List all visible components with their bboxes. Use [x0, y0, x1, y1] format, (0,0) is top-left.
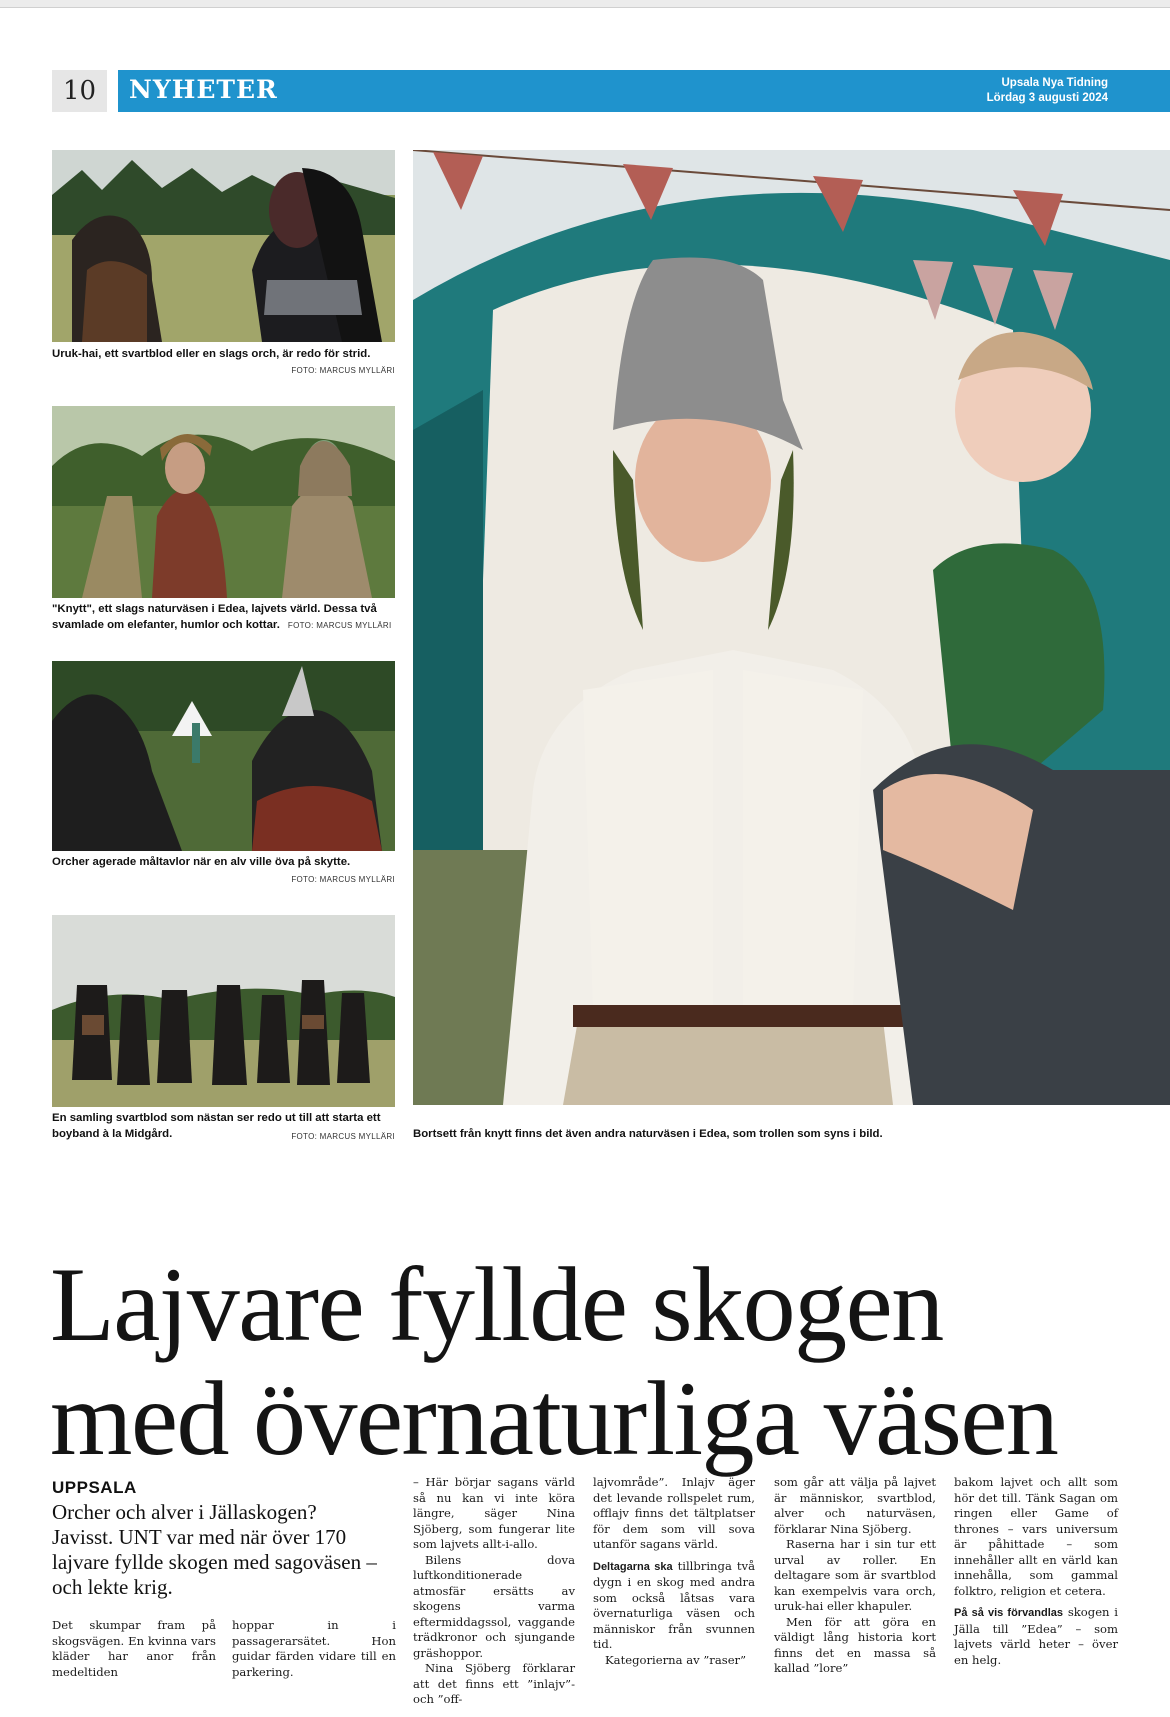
- body-paragraph: Men för att göra en väldigt lång historia kort finns det en massa så kallad ”lore”: [774, 1614, 936, 1675]
- body-column-2: [232, 1618, 396, 1680]
- caption-text: svamlade om elefanter, humlor och kottar.: [52, 619, 280, 631]
- photo-credit: FOTO: MARCUS MYLLÄRI: [287, 621, 392, 630]
- body-text: tillbringa två dygn i en skog med andra som också låtsas vara övernaturliga väsen och människor från svunnen tid.: [593, 1558, 755, 1651]
- photo-caption: [52, 601, 395, 634]
- body-paragraph: Det skumpar fram på skogsvägen. En kvinna vars kläder har anor från medeltiden: [52, 1618, 216, 1679]
- body-text: skogen i Jälla till ”Edea” – som lajvets värld heter – över en helg.: [954, 1605, 1118, 1667]
- paper-name: Upsala Nya Tidning: [1001, 77, 1108, 89]
- body-column-5: [774, 1475, 936, 1677]
- photo-credit: FOTO: MARCUS MYLLÄRI: [291, 1132, 395, 1141]
- issue-date: Lördag 3 augusti 2024: [986, 92, 1108, 104]
- photo-uruk-hai: [52, 150, 395, 342]
- page-number: 10: [52, 70, 107, 112]
- photo-caption: Uruk-hai, ett svartblod eller en slags orch, är redo för strid.: [52, 348, 371, 360]
- section-title: NYHETER: [129, 75, 278, 104]
- lead-in: På så vis förvandlas: [954, 1607, 1064, 1619]
- dateline: UPPSALA: [52, 1478, 137, 1497]
- body-paragraph: bakom lajvet och allt som hör det till. Tänk Sagan om ringen eller Game of thrones – vars universum är påhittade – som innehåller allt en värld kan innehålla, som gammal folktro, religion et cetera.: [954, 1475, 1118, 1598]
- photo-orc-group: [52, 915, 395, 1107]
- lead-in: Deltagarna ska: [593, 1560, 673, 1573]
- body-paragraph: Nina Sjöberg förklarar att det finns ett ”inlajv”- och ”off-: [413, 1661, 575, 1706]
- section-bar: [118, 70, 1170, 112]
- headline-line: med övernaturliga väsen: [50, 1360, 1058, 1477]
- caption-line: [52, 617, 395, 634]
- photo-caption: Bortsett från knytt finns det även andra naturväsen i Edea, som trollen som syns i bild.: [413, 1128, 883, 1140]
- body-paragraph: som går att välja på lajvet är människor, svartblod, alver och naturväsen, förklarar Nina Sjöberg.: [774, 1475, 936, 1536]
- photo-knytt: [52, 406, 395, 598]
- body-paragraph: Kategorierna av ”raser”: [605, 1652, 747, 1667]
- body-paragraph: – Här börjar sagans värld så nu kan vi inte köra längre, säger Nina Sjöberg, som fungerar lite som lajvets allt-i-allo.: [413, 1475, 575, 1551]
- body-column-3: [413, 1475, 575, 1708]
- photo-credit: FOTO: MARCUS MYLLÄRI: [291, 366, 395, 375]
- body-paragraph: hoppar in i passagerarsätet. Hon guidar färden vidare till en parkering.: [232, 1618, 396, 1679]
- body-paragraph: Bilens dova luftkonditionerade atmosfär ersätts av skogens varma eftermiddagssol, vaggande trädkronor och sjungande gräshoppor.: [413, 1552, 575, 1660]
- body-column-4: [593, 1475, 755, 1668]
- body-paragraph: Raserna har i sin tur ett urval av roller. En deltagare som är svartblod kan exempelvis vara orch, uruk-hai eller khapuler.: [774, 1537, 936, 1613]
- photo-caption: Orcher agerade måltavlor när en alv ville öva på skytte.: [52, 856, 351, 868]
- photo-credit: FOTO: MARCUS MYLLÄRI: [291, 875, 395, 884]
- headline-line: Lajvare fyllde skogen: [50, 1246, 943, 1363]
- body-paragraph: lajvområde”. Inlajv äger det levande rollspelet rum, offlajv finns det tältplatser för dem som vill sova utanför sagans värld.: [593, 1475, 755, 1551]
- article-ingress: Orcher och alver i Jällaskogen? Javisst. UNT var med när över 170 lajvare fyllde skogen med sagoväsen – och lekte krig.: [52, 1500, 377, 1599]
- photo-archery: [52, 661, 395, 851]
- body-column-1: [52, 1618, 216, 1680]
- caption-text: boyband à la Midgård.: [52, 1128, 173, 1140]
- body-column-6: [954, 1475, 1118, 1668]
- caption-line: En samling svartblod som nästan ser redo ut till att starta ett: [52, 1112, 381, 1124]
- article-headline: [50, 1248, 1150, 1476]
- body-paragraph: [954, 1605, 1118, 1668]
- body-paragraph: [593, 1559, 755, 1653]
- newspaper-page: [0, 7, 1170, 1717]
- photo-main-troll: [413, 150, 1170, 1105]
- caption-line: "Knytt", ett slags naturväsen i Edea, lajvets värld. Dessa två: [52, 603, 377, 615]
